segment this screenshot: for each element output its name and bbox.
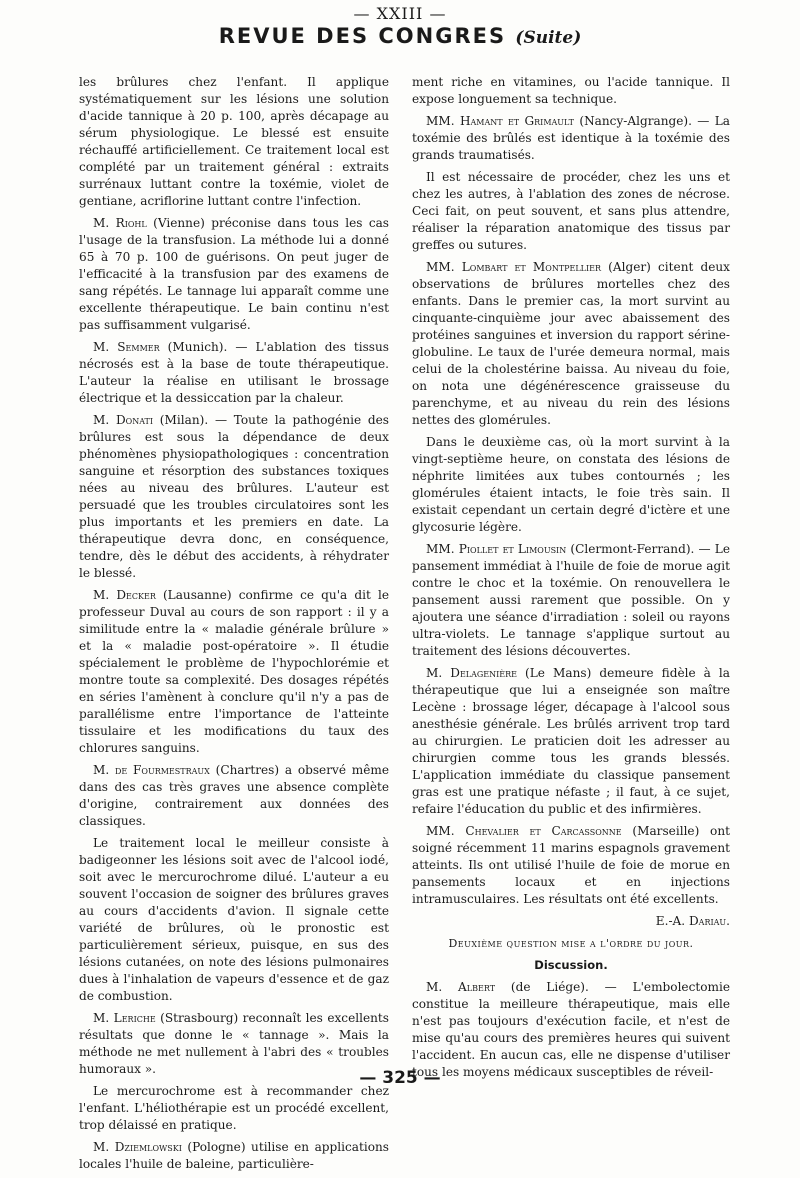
paragraph: Le traitement local le meilleur consiste à badigeonner les lésions soit avec de l'alcool iodé, soit avec le mercurochrome dilué. L'auteur a eu souvent l'occasion de soigner des brûlures graves au cours d'accidents d'avion. Il signale cette variété de brûlures, où le pronostic est particulièrement sérieux, puisque, en sus des lésions cutanées, on note des lésions pulmonaires dues à l'inhalation de vapeurs d'essence et de gaz de combustion. <box>79 836 389 1003</box>
author-name: MM. Lombart et Montpellier <box>426 260 602 274</box>
author-name: M. Semmer <box>93 340 160 354</box>
paragraph-text: (Clermont-Ferrand). — Le pansement immédiat à l'huile de foie de morue agit contre le choc et la toxémie. On renouvellera le pansement aussi rarement que possible. On y ajoutera une séance d'irradiation : soleil ou rayons ultra-violets. Le tannage s'applique surtout au traitement des lésions découvertes. <box>412 542 730 658</box>
paragraph-text: (Vienne) préconise dans tous les cas l'usage de la transfusion. La méthode lui a donné 65 à 70 p. 100 de guérisons. On peut juger de l'efficacité à la transfusion par des examens de sang répétés. Le tannage lui apparaît comme une excellente thérapeutique. Le bain continu n'est pas suffisamment vulgarisé. <box>79 216 390 332</box>
paragraph-text: (Munich). — L'ablation des tissus nécrosés est à la base de toute thérapeutique. L'auteur la réalise en utilisant le brossage électrique et la dessiccation par la chaleur. <box>79 340 389 405</box>
author-name: M. de Fourmestraux <box>93 763 210 777</box>
signature: E.-A. Dariau. <box>655 914 730 928</box>
author-name: MM. Hamant et Grimault <box>426 114 575 128</box>
paragraph: Il est nécessaire de procéder, chez les uns et chez les autres, à l'ablation des zones de nécrose. Ceci fait, on peut souvent, et sans plus attendre, réaliser la réparation anatomique des tissus par greffes ou sutures. <box>412 170 730 252</box>
author-name: M. Delagenière <box>426 666 517 680</box>
header-title: REVUE DES CONGRES <box>218 24 507 48</box>
author-name: M. Donati <box>93 413 154 427</box>
roman-page-number: — XXIII — <box>353 4 447 23</box>
paragraph: Le mercurochrome est à recommander chez l'enfant. L'héliothérapie est un procédé excellent, trop délaissé en pratique. <box>79 1084 389 1132</box>
section-heading: Deuxième question mise a l'ordre du jour. <box>448 937 694 950</box>
author-name: M. Decker <box>93 588 156 602</box>
paragraph-text: (Pologne) utilise en applications locales l'huile de baleine, particulière- <box>79 1140 389 1171</box>
paragraph <box>79 1139 389 1173</box>
paragraph-text: (Marseille) ont soigné récemment 11 marins espagnols gravement atteints. Ils ont utilisé l'huile de foie de morue en pansements locaux et en injections intramusculaires. Les résultats ont été excellents. <box>412 824 730 906</box>
paragraph-text: (Milan). — Toute la pathogénie des brûlures est sous la dépendance de deux phénomènes physiopathologiques : concentration sanguine et résorption des substances toxiques nées au niveau des brûlures. L'auteur est persuadé que les troubles circulatoires sont les plus importants et les premiers en date. La thérapeutique devra donc, en conséquence, tendre, dès le début des accidents, à réhydrater le blessé. <box>79 413 389 580</box>
paragraph <box>412 823 730 908</box>
paragraph-text: (Strasbourg) reconnaît les excellents résultats que donne le « tannage ». Mais la méthode ne met nullement à l'abri des « troubles humoraux ». <box>79 1011 389 1076</box>
paragraph-continued: ment riche en vitamines, ou l'acide tannique. Il expose longuement sa technique. <box>412 75 730 106</box>
paragraph-text: (Le Mans) demeure fidèle à la thérapeutique que lui a enseignée son maître Lecène : brossage léger, décapage à l'alcool sous anesthésie générale. Les brûlés arrivent trop tard au chirurgien. Le praticien doit les adresser au chirurgien comme tous les grands blessés. L'application immédiate du classique pansement gras est une pratique néfaste ; il faut, à ce sujet, refaire l'éducation du public et des infirmières. <box>412 666 730 816</box>
paragraph-continued: les brûlures chez l'enfant. Il applique systématiquement sur les lésions une solution d'acide tannique à 20 p. 100, après décapage au sérum physiologique. Le blessé est ensuite réchauffé artificiellement. Ce traitement local est complété par un traitement général : extraits surrénaux luttant contre la toxémie, violet de gentiane, acriflorine luttant contre l'infection. <box>79 75 389 208</box>
paragraph <box>412 541 730 660</box>
paragraph <box>79 762 389 830</box>
left-column <box>79 74 389 1178</box>
author-name: M. Leriche <box>93 1011 156 1025</box>
paragraph <box>79 339 389 407</box>
author-name: M. Albert <box>426 980 496 994</box>
paragraph-text: (Nancy-Algrange). — La toxémie des brûlés est identique à la toxémie des grands traumatisés. <box>412 114 730 162</box>
paragraph <box>79 587 389 757</box>
section-subtitle: Discussion. <box>534 958 608 972</box>
page-folio: — 325 — <box>359 1068 441 1088</box>
paragraph <box>79 412 389 582</box>
paragraph <box>79 215 389 334</box>
author-name: MM. Piollet et Limousin <box>426 542 567 556</box>
paragraph <box>412 979 730 1081</box>
paragraph <box>412 665 730 818</box>
paragraph-text: (Alger) citent deux observations de brûlures mortelles chez des enfants. Dans le premier cas, la mort survint au cinquante-cinquième jour avec abaissement des protéines sanguines et inversion du rapport sérine-globuline. Le taux de l'urée demeura normal, mais celui de la cholestérine baissa. Au niveau du foie, on nota une dégénérescence graisseuse du parenchyme, et au niveau du rein des lésions nettes des glomérules. <box>412 260 730 427</box>
header-suite: (Suite) <box>515 28 582 48</box>
author-name: M. Riohl <box>93 216 147 230</box>
paragraph <box>412 113 730 164</box>
paragraph-text: (de Liége). — L'embolectomie constitue la meilleure thérapeutique, mais elle n'est pas toujours d'exécution facile, et n'est de mise qu'au cours des premières heures qui suivent l'accident. En aucun cas, elle ne dispense d'utiliser tous les moyens médicaux susceptibles de réveil- <box>412 980 730 1079</box>
right-column <box>412 74 730 1086</box>
paragraph-text: (Chartres) a observé même dans des cas très graves une absence complète d'origine, contrairement aux données des classiques. <box>79 763 389 828</box>
author-name: MM. Chevalier et Carcassonne <box>426 824 622 838</box>
paragraph <box>412 259 730 429</box>
running-header <box>0 24 800 48</box>
paragraph: Dans le deuxième cas, où la mort survint à la vingt-septième heure, on constata des lésions de néphrite limitées aux tubes contournés ; les glomérules étaient intacts, le foie très sain. Il existait cependant un certain degré d'ictère et une glycosurie légère. <box>412 435 730 534</box>
author-name: M. Dziemlowski <box>93 1140 182 1154</box>
paragraph-text: (Lausanne) confirme ce qu'a dit le professeur Duval au cours de son rapport : il y a similitude entre la « maladie générale brûlure » et la « maladie post-opératoire ». Il étudie spécialement le problème de l'hypochlorémie et montre toute sa complexité. Des dosages répétés en séries l'amènent à conclure qu'il n'y a pas de parallélisme entre l'importance de l'atteinte tissulaire et les modifications du taux des chlorures sanguins. <box>79 588 389 755</box>
